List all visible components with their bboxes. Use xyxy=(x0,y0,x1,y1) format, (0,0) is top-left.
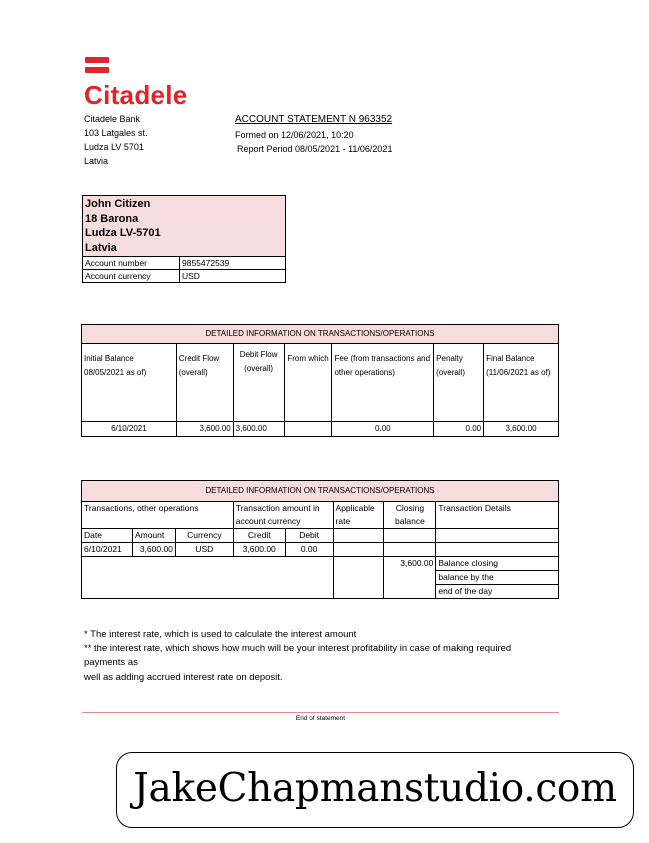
summary-table xyxy=(81,324,559,437)
credit-flow-value: 3,600.00 xyxy=(176,422,233,437)
closing-desc-2: balance by the xyxy=(436,571,559,585)
bank-name: Citadele Bank xyxy=(84,114,141,124)
closing-desc-1: Balance closing xyxy=(436,557,559,571)
closing-desc-3: end of the day xyxy=(436,585,559,599)
row-credit: 3,600.00 xyxy=(233,543,285,557)
statement-header xyxy=(235,112,475,156)
account-number-row xyxy=(83,257,285,269)
account-currency-label: Account currency xyxy=(83,270,180,282)
account-currency-value: USD xyxy=(182,271,200,281)
header-currency: Currency xyxy=(175,529,233,543)
row-currency: USD xyxy=(175,543,233,557)
bank-address xyxy=(84,112,224,168)
account-number-label: Account number xyxy=(83,257,180,269)
footnotes xyxy=(84,628,554,685)
customer-name: John Citizen xyxy=(85,198,151,210)
footnote-2: ** the interest rate, which shows how much will be your interest profitability in case of making required payments as xyxy=(84,643,512,669)
header-debit: Debit xyxy=(285,529,333,543)
details-table xyxy=(81,480,559,599)
watermark: JakeChapmanstudio.com xyxy=(116,752,634,828)
header-initial-balance: Initial Balance 08/05/2021 as of) xyxy=(82,344,177,422)
row-date: 6/10/2021 xyxy=(82,543,133,557)
header-final-balance: Final Balance (11/06/2021 as of) xyxy=(484,344,559,422)
bank-logo: Citadele xyxy=(84,80,188,110)
customer-street: 18 Barona xyxy=(85,212,139,225)
footnote-1: * The interest rate, which is used to calculate the interest amount xyxy=(84,629,357,640)
header-applicable-rate: Applicable rate xyxy=(333,502,384,529)
details-title: DETAILED INFORMATION ON TRANSACTIONS/OPERATIONS xyxy=(82,481,559,502)
initial-balance-value: 6/10/2021 xyxy=(82,422,177,437)
row-debit: 0.00 xyxy=(285,543,333,557)
header-fee: Fee (from transactions and other operations) xyxy=(332,344,434,422)
closing-balance-value: 3,600.00 xyxy=(384,557,436,599)
customer-country: Latvia xyxy=(85,241,117,254)
account-number-value: 9855472539 xyxy=(182,258,230,268)
bank-country: Latvia xyxy=(84,156,109,166)
summary-title: DETAILED INFORMATION ON TRANSACTIONS/OPERATIONS xyxy=(82,325,559,344)
footnote-3: well as adding accrued interest rate on deposit. xyxy=(84,671,283,683)
header-amount-account-currency: Transaction amount in account currency xyxy=(233,502,333,529)
end-of-statement: End of statement xyxy=(295,715,346,722)
end-divider xyxy=(82,712,559,713)
account-currency-row xyxy=(83,269,285,282)
from-which-value xyxy=(284,422,332,437)
bank-street: 103 Latgales st. xyxy=(84,128,148,138)
logo-icon xyxy=(85,57,109,77)
customer-box xyxy=(82,195,286,283)
penalty-value: 0.00 xyxy=(434,422,484,437)
header-amount: Amount xyxy=(132,529,175,543)
statement-title: ACCOUNT STATEMENT N 963352 xyxy=(235,114,393,125)
row-amount: 3,600.00 xyxy=(132,543,175,557)
final-balance-value: 3,600.00 xyxy=(484,422,559,437)
table-row xyxy=(82,543,559,557)
header-other-operations: Transactions, other operations xyxy=(82,502,234,529)
header-date: Date xyxy=(82,529,133,543)
customer-city: Ludza LV-5701 xyxy=(85,227,161,239)
header-credit-flow: Credit Flow (overall) xyxy=(176,344,233,422)
header-penalty: Penalty (overall) xyxy=(434,344,484,422)
fee-value: 0.00 xyxy=(332,422,434,437)
header-credit: Credit xyxy=(233,529,285,543)
bank-city: Ludza LV 5701 xyxy=(84,142,144,152)
debit-flow-value: 3,600.00 xyxy=(233,422,284,437)
statement-period: Report Period 08/05/2021 - 11/06/2021 xyxy=(237,144,393,154)
statement-formed: Formed on 12/06/2021, 10:20 xyxy=(235,130,354,140)
header-from-which: From which xyxy=(284,344,332,422)
header-debit-flow: Debit Flow (overall) xyxy=(233,344,284,422)
header-transaction-details: Transaction Details xyxy=(436,502,559,529)
customer-address xyxy=(83,196,285,257)
header-closing-balance: Closing balance xyxy=(384,502,436,529)
